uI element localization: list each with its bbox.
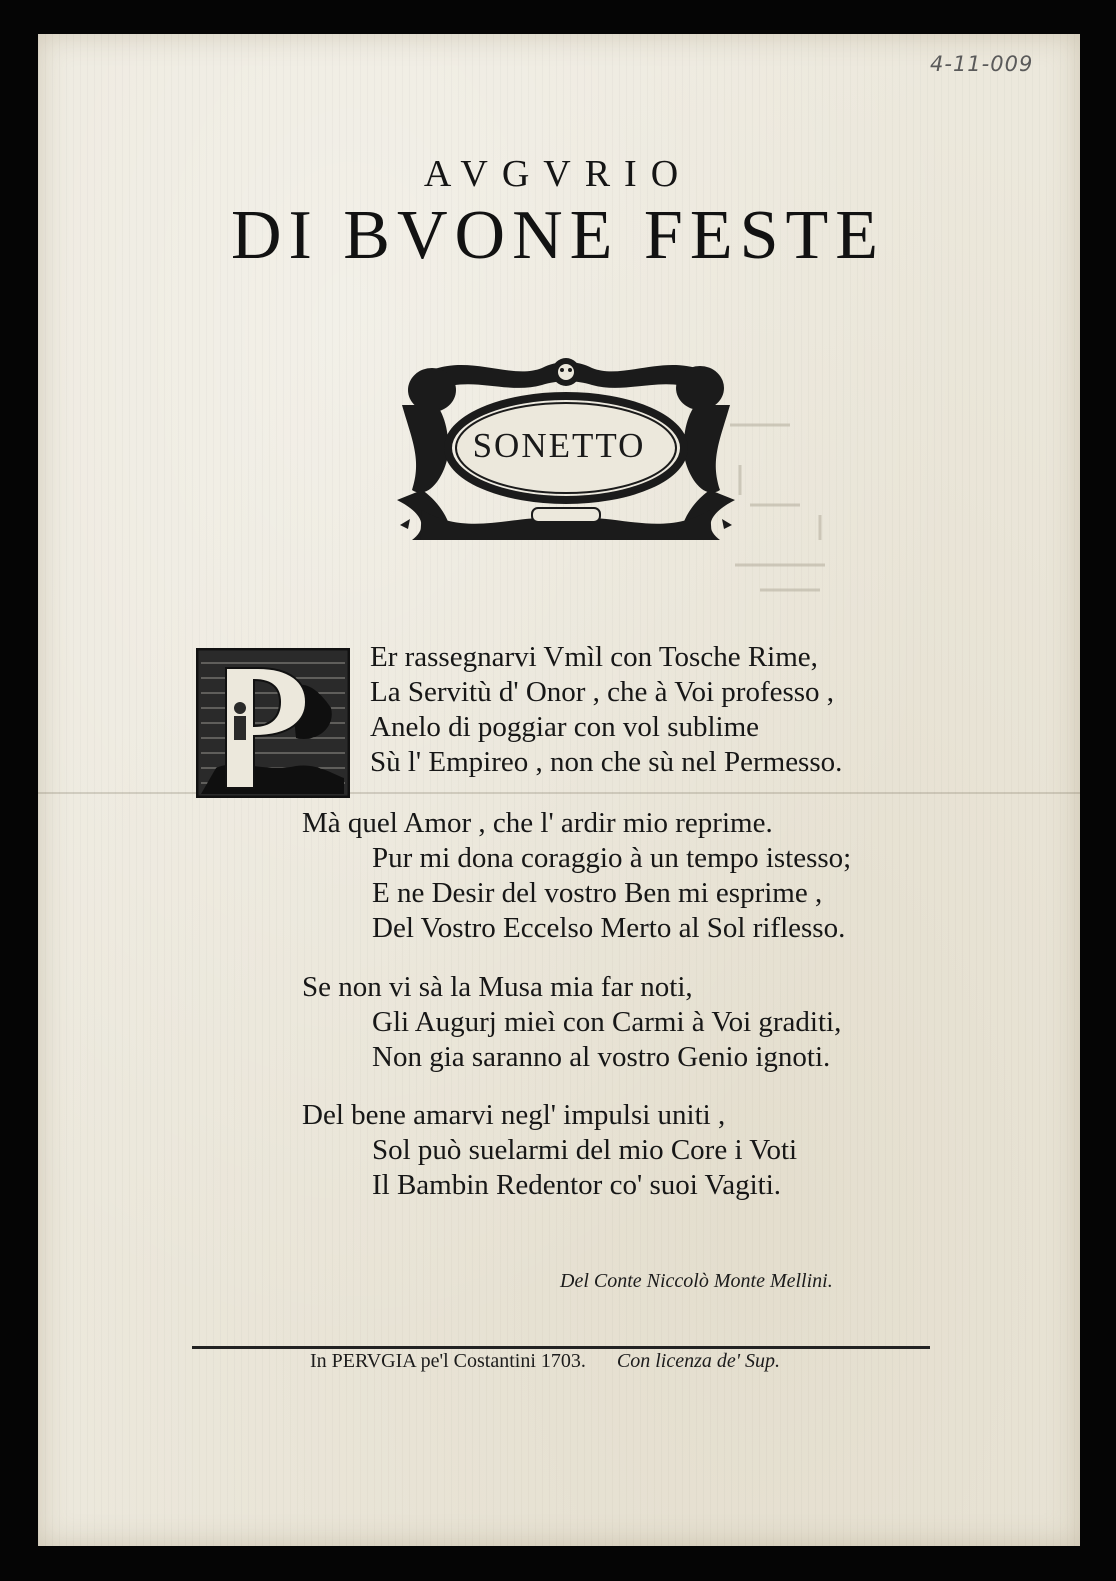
verse-line: Pur mi dona coraggio à un tempo istesso; — [372, 842, 852, 874]
verse-line: Mà quel Amor , che l' ardir mio reprime. — [302, 807, 773, 839]
archive-number: 4-11-009 — [930, 52, 1034, 76]
verse-line: Del bene amarvi negl' impulsi uniti , — [302, 1099, 726, 1131]
verse-line: Del Vostro Eccelso Merto al Sol riflesso. — [372, 912, 846, 944]
show-through-marks — [720, 395, 860, 605]
verse-line: Anelo di poggiar con vol sublime — [370, 711, 760, 743]
imprint-place: In PERVGIA pe'l Costantini 1703. — [310, 1350, 586, 1372]
title-line-1: AVGVRIO — [423, 153, 693, 195]
verse-line: La Servitù d' Onor , che à Voi professo , — [370, 676, 835, 708]
stanza-3 — [302, 970, 841, 1075]
verse-line: Sol può suelarmi del mio Core i Voti — [372, 1134, 798, 1166]
stanza-2 — [302, 806, 851, 946]
stanza-4 — [302, 1098, 797, 1203]
rule-top — [192, 1346, 930, 1349]
cartouche-label: SONETTO — [472, 426, 646, 465]
verse-line: Er rassegnarvi Vmìl con Tosche Rime, — [370, 641, 818, 673]
stanza-1 — [370, 640, 842, 780]
verse-line: Se non vi sà la Musa mia far noti, — [302, 971, 693, 1003]
verse-line: Sù l' Empireo , non che sù nel Permesso. — [370, 746, 843, 778]
verse-line: Gli Augurj mieì con Carmi à Voi graditi, — [372, 1006, 842, 1038]
historiated-initial-p — [196, 648, 350, 798]
title-line-2: DI BVONE FESTE — [230, 197, 886, 274]
imprint-line — [310, 1350, 780, 1373]
verse-line: Non gia saranno al vostro Genio ignoti. — [372, 1041, 831, 1073]
imprint-license: Con licenza de' Sup. — [616, 1350, 781, 1372]
fold-crease — [38, 792, 1080, 794]
verse-line: Il Bambin Redentor co' suoi Vagiti. — [372, 1169, 782, 1201]
author-attribution: Del Conte Niccolò Monte Mellini. — [560, 1270, 833, 1292]
verse-line: E ne Desir del vostro Ben mi esprime , — [372, 877, 823, 909]
